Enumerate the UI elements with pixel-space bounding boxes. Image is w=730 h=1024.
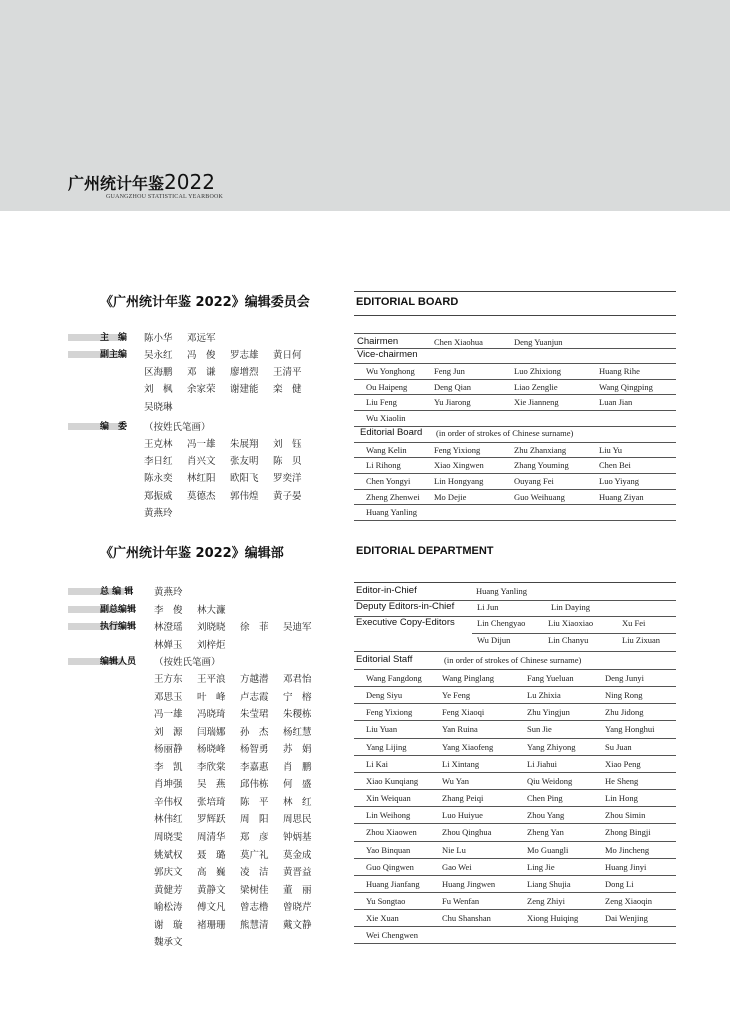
member-name: 陈 贝 (273, 456, 302, 468)
staff-name: Yang Xiaofeng (442, 741, 494, 752)
staff-name: 凌 洁 (240, 867, 269, 879)
rule-line (354, 333, 676, 334)
member-name: 张友明 (230, 456, 259, 468)
staff-name: Chu Shanshan (442, 913, 491, 924)
staff-name: Wei Chengwen (366, 930, 418, 941)
staff-name: 聂 璐 (197, 849, 226, 861)
exec-name: 徐 菲 (240, 622, 269, 633)
staff-name: 李欣棠 (197, 761, 226, 773)
deputy-name: Lin Daying (551, 602, 590, 612)
staff-note: （按姓氏笔画） (154, 657, 221, 668)
staff-name: Dai Wenjing (605, 913, 648, 924)
vice-name: Xie Jianneng (514, 397, 559, 408)
exec-name: 刘晓晓 (197, 622, 226, 633)
staff-name: Xiao Kunqiang (366, 775, 419, 786)
staff-name: 戴文静 (283, 919, 312, 931)
staff-label: 编辑人员 (100, 657, 137, 667)
staff-name: 陈 平 (240, 796, 269, 808)
staff-name: Zhou Qinghua (442, 827, 492, 838)
staff-name: 王方东 (154, 674, 183, 685)
staff-name: 周 阳 (240, 814, 269, 826)
staff-name: 罗辉跃 (197, 814, 226, 826)
staff-name: 姚斌权 (154, 849, 183, 861)
chair-label: Chairmen (357, 336, 399, 347)
rule-line (354, 291, 676, 292)
staff-name: 李 凯 (154, 761, 183, 773)
staff-name: Deng Siyu (366, 690, 403, 701)
members-note: （按姓氏笔画） (144, 422, 211, 433)
staff-name: 肖坤强 (154, 779, 183, 791)
staff-name: Feng Yixiong (366, 707, 413, 718)
staff-name: Huang Jinyi (605, 861, 647, 872)
board-title-en: EDITORIAL BOARD (356, 296, 459, 308)
staff-name: 何 盛 (283, 779, 312, 791)
vice-name: Luan Jian (599, 397, 633, 408)
staff-name: Lin Weihong (366, 810, 411, 821)
vice-name: 区海鹏 (144, 367, 173, 379)
vice-name: Wang Qingping (599, 381, 653, 392)
rule-line (354, 379, 676, 380)
members-label: 编 委 (100, 422, 128, 432)
staff-name: Xiao Peng (605, 758, 641, 769)
chief-label: 总 编 辑 (100, 587, 134, 597)
staff-name: Liu Yuan (366, 724, 398, 735)
staff-name: Zhang Peiqi (442, 793, 484, 804)
exec-name: Lin Chanyu (548, 635, 589, 645)
staff-name: Huang Jianfang (366, 878, 420, 889)
member-name: Chen Yongyi (366, 475, 411, 486)
chief-name: 黄燕玲 (154, 587, 183, 598)
deputy-name: Li Jun (477, 602, 499, 612)
rule-line (354, 738, 676, 739)
rule-line (354, 473, 676, 474)
staff-name: 莫广礼 (240, 849, 269, 861)
staff-name: 王平浪 (197, 674, 226, 685)
staff-name: 张培琦 (197, 796, 226, 808)
staff-name: Zhong Bingji (605, 827, 651, 838)
staff-name: 曾晓芹 (283, 902, 312, 914)
chair-name: Deng Yuanjun (514, 337, 563, 347)
rule-line (354, 841, 676, 842)
member-name: 郭伟煌 (230, 490, 259, 502)
staff-name: 辛伟权 (154, 796, 183, 808)
staff-name: Liang Shujia (527, 878, 571, 889)
member-name: Zheng Zhenwei (366, 491, 420, 502)
staff-name: 朱莹珺 (240, 709, 269, 721)
staff-name: 高 巍 (197, 867, 226, 879)
staff-name: Zhou Xiaowen (366, 827, 417, 838)
staff-name: 卢志霞 (240, 691, 269, 703)
vice-name: Wu Yonghong (366, 366, 415, 376)
staff-name: 周清华 (197, 831, 226, 843)
yearbook-title: 广州统计年鉴2022 (68, 170, 215, 194)
exec-name: 吴迪军 (283, 622, 312, 633)
deputy-name: 李 俊 (154, 605, 183, 616)
staff-name: 朱稷栋 (283, 709, 312, 721)
staff-name: Yang Lijing (366, 741, 407, 752)
rule-line (354, 926, 676, 927)
exec-name: 林澄瑶 (154, 622, 183, 633)
staff-name: Yu Songtao (366, 895, 406, 906)
vice-name: Luo Zhixiong (514, 366, 561, 376)
rule-line (354, 651, 676, 652)
staff-name: 钟炳基 (283, 831, 312, 843)
exec-name: Wu Dijun (477, 635, 511, 645)
staff-note: (in order of strokes of Chinese surname) (444, 655, 582, 665)
staff-name: Lu Zhixia (527, 690, 561, 701)
member-name: 肖兴文 (187, 456, 216, 468)
staff-name: Chen Ping (527, 793, 563, 804)
rule-line (354, 315, 676, 316)
exec-label: Executive Copy-Editors (356, 617, 455, 628)
staff-name: 曾志橹 (240, 902, 269, 914)
exec-label: 执行编辑 (100, 622, 137, 632)
rule-line (354, 703, 676, 704)
chair-name: Chen Xiaohua (434, 337, 483, 347)
staff-name: Yang Honghui (605, 724, 655, 735)
dept-title-en: EDITORIAL DEPARTMENT (356, 545, 494, 557)
dept-title-cn: 《广州统计年鉴 2022》编辑部 (100, 546, 284, 561)
member-name: Liu Yu (599, 444, 623, 455)
staff-name: 邓思玉 (154, 691, 183, 703)
rule-line (354, 789, 676, 790)
staff-name: Guo Qingwen (366, 861, 414, 872)
staff-name: 林伟红 (154, 814, 183, 826)
vice-name: 栾 健 (273, 384, 302, 396)
member-name: Guo Weihuang (514, 491, 565, 502)
vice-name: Deng Qian (434, 381, 472, 392)
member-name: 黄燕玲 (144, 507, 173, 519)
vice-name: Liu Feng (366, 397, 397, 408)
deputy-label: Deputy Editors-in-Chief (356, 601, 455, 612)
staff-name: Gao Wei (442, 861, 472, 872)
staff-name: Xin Weiquan (366, 793, 411, 804)
chair-label: 主 编 (100, 333, 128, 343)
staff-name: Xie Xuan (366, 913, 399, 924)
vice-name: 邓 谦 (187, 367, 216, 379)
vice-name: Yu Jiarong (434, 397, 471, 408)
staff-name: 郑 彦 (240, 831, 269, 843)
staff-name: 冯晓琦 (197, 709, 226, 721)
board-title-cn: 《广州统计年鉴 2022》编辑委员会 (100, 295, 310, 310)
rule-line (354, 669, 676, 670)
chair-name: 邓远军 (187, 333, 216, 344)
staff-name: Deng Junyi (605, 673, 644, 683)
staff-name: 杨红慧 (283, 726, 312, 738)
member-name: Li Rihong (366, 460, 401, 471)
staff-name: 方越潜 (240, 674, 269, 685)
staff-name: Fang Yueluan (527, 673, 574, 683)
exec-name: 林婵玉 (154, 639, 183, 651)
staff-name: Li Xintang (442, 758, 480, 769)
rule-line (354, 720, 676, 721)
staff-name: Fu Wenfan (442, 895, 480, 906)
vice-name: 吴永红 (144, 350, 173, 361)
staff-name: Luo Huiyue (442, 810, 483, 821)
member-name: Xiao Xingwen (434, 460, 484, 471)
member-name: Chen Bei (599, 460, 631, 471)
rule-line (354, 410, 676, 411)
vice-name: Feng Jun (434, 366, 465, 376)
rule-line (354, 582, 676, 583)
member-name: 欧阳飞 (230, 473, 259, 485)
staff-name: Li Kai (366, 758, 388, 769)
member-name: Mo Dejie (434, 491, 467, 502)
exec-name: 刘梓炬 (197, 639, 226, 651)
deputy-label: 副总编辑 (100, 605, 137, 615)
staff-name: 董 丽 (283, 884, 312, 896)
vice-name: Huang Rihe (599, 366, 640, 376)
member-name: 林红阳 (187, 473, 216, 485)
members-note: (in order of strokes of Chinese surname) (436, 427, 574, 438)
member-name: 陈永奕 (144, 473, 173, 485)
staff-name: Wu Yan (442, 775, 470, 786)
member-name: 黄子晏 (273, 490, 302, 502)
staff-name: 苏 娟 (283, 744, 312, 756)
vice-name: 廖增烈 (230, 367, 259, 379)
staff-name: Feng Xiaoqi (442, 707, 485, 718)
staff-name: 刘 源 (154, 726, 183, 738)
rule-line (354, 858, 676, 859)
staff-name: Zhou Yang (527, 810, 565, 821)
deputy-name: 林大濂 (197, 605, 226, 616)
staff-name: 冯一雄 (154, 709, 183, 721)
member-name: 罗奕洋 (273, 473, 302, 485)
rule-line (472, 633, 676, 634)
staff-name: Mo Jincheng (605, 844, 650, 855)
vice-name: 吴晓琳 (144, 401, 173, 413)
staff-name: 李嘉惠 (240, 761, 269, 773)
staff-name: Ye Feng (442, 690, 471, 701)
staff-name: Lin Hong (605, 793, 638, 804)
staff-name: 傅文凡 (197, 902, 226, 914)
staff-name: Mo Guangli (527, 844, 569, 855)
staff-name: 吴 燕 (197, 779, 226, 791)
rule-line (354, 504, 676, 505)
staff-name: 林 红 (283, 796, 312, 808)
vice-name: 余家荣 (187, 384, 216, 396)
staff-name: 杨智勇 (240, 744, 269, 756)
chair-name: 陈小华 (144, 333, 173, 344)
staff-name: 黄晋益 (283, 867, 312, 879)
vice-name: 王清平 (273, 367, 302, 379)
staff-name: Huang Jingwen (442, 878, 496, 889)
rule-line (354, 772, 676, 773)
vice-name: 刘 枫 (144, 384, 173, 396)
rule-line (354, 489, 676, 490)
exec-name: Xu Fei (622, 618, 646, 628)
staff-name: 邱伟栋 (240, 779, 269, 791)
chief-label: Editor-in-Chief (356, 585, 417, 596)
staff-name: 黄静文 (197, 884, 226, 896)
staff-name: Nie Lu (442, 844, 466, 855)
staff-name: 叶 峰 (197, 691, 226, 703)
member-name: 郑振威 (144, 490, 173, 502)
exec-name: Liu Zixuan (622, 635, 661, 645)
staff-name: Wang Fangdong (366, 673, 422, 683)
member-name: Huang Yanling (366, 507, 418, 518)
staff-name: 谢 璇 (154, 919, 183, 931)
staff-name: Zhu Jidong (605, 707, 644, 718)
staff-name: Yao Binquan (366, 844, 411, 855)
member-name: 朱展翔 (230, 439, 259, 450)
staff-name: 杨晓峰 (197, 744, 226, 756)
member-name: Luo Yiyang (599, 475, 640, 486)
staff-name: 闫瑞娜 (197, 726, 226, 738)
staff-name: 宁 榕 (283, 691, 312, 703)
staff-name: Yan Ruina (442, 724, 478, 735)
vice-label: Vice-chairmen (357, 349, 418, 360)
member-name: Lin Hongyang (434, 475, 484, 486)
member-name: 王克林 (144, 439, 173, 450)
vice-name: 罗志雄 (230, 350, 259, 361)
exec-name: Lin Chengyao (477, 618, 526, 628)
vice-name: 黄日何 (273, 350, 302, 361)
member-name: Ouyang Fei (514, 475, 554, 486)
staff-name: Qiu Weidong (527, 775, 573, 786)
rule-line (354, 806, 676, 807)
rule-line (354, 442, 676, 443)
rule-line (354, 755, 676, 756)
vice-name: 谢建能 (230, 384, 259, 396)
staff-name: Zhou Simin (605, 810, 646, 821)
member-name: Wang Kelin (366, 444, 407, 455)
member-name: Zhu Zhanxiang (514, 444, 567, 455)
rule-line (354, 943, 676, 944)
rule-line (354, 875, 676, 876)
staff-name: 周晓雯 (154, 831, 183, 843)
staff-name: 黄健芳 (154, 884, 183, 896)
member-name: 冯一雄 (187, 439, 216, 450)
staff-label: Editorial Staff (356, 654, 413, 665)
staff-name: Zheng Yan (527, 827, 564, 838)
yearbook-title-en: GUANGZHOU STATISTICAL YEARBOOK (106, 194, 224, 200)
staff-name: Ning Rong (605, 690, 643, 701)
staff-name: Ling Jie (527, 861, 555, 872)
staff-name: Li Jiahui (527, 758, 557, 769)
member-name: 刘 钰 (273, 439, 302, 450)
rule-line (354, 892, 676, 893)
member-name: Huang Ziyan (599, 491, 644, 502)
staff-name: 郭庆文 (154, 867, 183, 879)
member-name: Feng Yixiong (434, 444, 481, 455)
exec-name: Liu Xiaoxiao (548, 618, 594, 628)
rule-line (354, 394, 676, 395)
staff-name: 邓君怡 (283, 674, 312, 685)
rule-line (354, 823, 676, 824)
staff-name: 孙 杰 (240, 726, 269, 738)
staff-name: Sun Jie (527, 724, 552, 735)
staff-name: Xiong Huiqing (527, 913, 579, 924)
rule-line (354, 520, 676, 521)
staff-name: 杨丽静 (154, 744, 183, 756)
staff-name: Zeng Xiaoqin (605, 895, 652, 906)
chief-name: Huang Yanling (476, 586, 528, 596)
staff-name: 熊慧清 (240, 919, 269, 931)
staff-name: 周思民 (283, 814, 312, 826)
staff-name: Zeng Zhiyi (527, 895, 566, 906)
rule-line (354, 686, 676, 687)
staff-name: 褚珊珊 (197, 919, 226, 931)
vice-name: 冯 俊 (187, 350, 216, 361)
member-name: 莫德杰 (187, 490, 216, 502)
staff-name: Zhu Yingjun (527, 707, 570, 718)
rule-line (354, 363, 676, 364)
rule-line (354, 457, 676, 458)
member-name: Zhang Youming (514, 460, 569, 471)
staff-name: He Sheng (605, 775, 639, 786)
staff-name: Dong Li (605, 878, 634, 889)
member-name: 李日红 (144, 456, 173, 468)
vice-name: Ou Haipeng (366, 381, 408, 392)
staff-name: 喻松涛 (154, 902, 183, 914)
members-label: Editorial Board (360, 426, 423, 438)
staff-name: 肖 鹏 (283, 761, 312, 773)
vice-name: Liao Zenglie (514, 381, 558, 392)
vice-label: 副主编 (100, 350, 128, 360)
staff-name: 魏承文 (154, 937, 183, 949)
rule-line (354, 909, 676, 910)
staff-name: Wang Pinglang (442, 673, 494, 683)
staff-name: Yang Zhiyong (527, 741, 576, 752)
staff-name: 梁树佳 (240, 884, 269, 896)
staff-name: 莫金成 (283, 849, 312, 861)
vice-name: Wu Xiaolin (366, 413, 406, 424)
staff-name: Su Juan (605, 741, 632, 752)
